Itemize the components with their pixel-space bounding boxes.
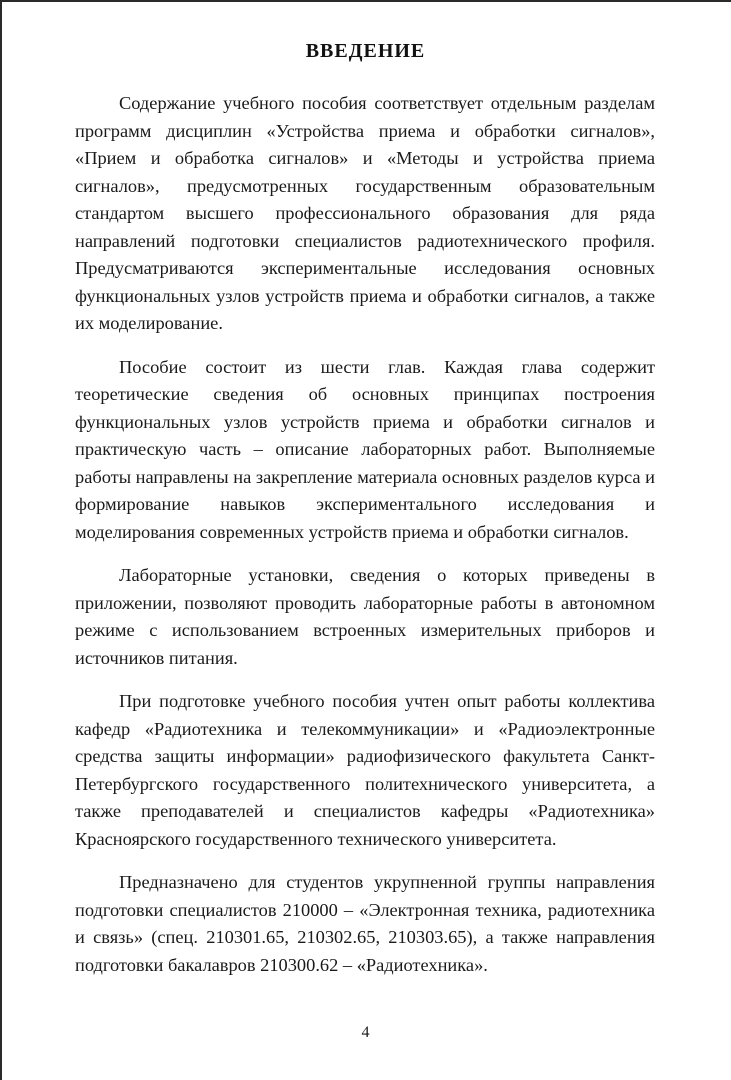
scan-border-left (0, 0, 2, 1080)
paragraph-3: Лабораторные установки, сведения о которых приведены в приложении, позволяют проводить лабораторные работы в автономном режиме с использованием встроенных измерительных приборов и источников питания. (75, 565, 655, 668)
paragraph-1: Содержание учебного пособия соответствует отдельным разделам программ дисциплин «Устройства приема и обработки сигналов», «Прием и обработка сигналов» и «Методы и устройства приема сигналов», предусмотренных государственным образовательным стандартом высшего профессионального образования для ряда направлений подготовки специалистов радиотехнического профиля. Предусматриваются экспериментальные исследования основных функциональных узлов устройств приема и обработки сигналов, а также их моделирование. (75, 93, 655, 333)
page-number: 4 (361, 1024, 370, 1041)
paragraph-4: При подготовке учебного пособия учтен опыт работы коллектива кафедр «Радиотехника и телекоммуникации» и «Радиоэлектронные средства защиты информации» радиофизического факультета Санкт-Петербургского государственного политехнического университета, а также преподавателей и специалистов кафедры «Радиотехника» Красноярского государственного технического университета. (75, 691, 655, 849)
paragraph-2: Пособие состоит из шести глав. Каждая глава содержит теоретические сведения об основных принципах построения функциональных узлов устройств приема и обработки сигналов и практическую часть – описание лабораторных работ. Выполняемые работы направлены на закрепление материала основных разделов курса и формирование навыков экспериментального исследования и моделирования современных устройств приема и обработки сигналов. (75, 356, 655, 542)
paragraph-5: Предназначено для студентов укрупненной группы направления подготовки специалистов 210000 – «Электронная техника, радиотехника и связь» (спец. 210301.65, 210302.65, 210303.65), а также направления подготовки бакалавров 210300.62 – «Радиотехника». (75, 872, 655, 975)
scan-border-top (0, 0, 731, 2)
body-text (75, 90, 655, 995)
page-title: ВВЕДЕНИЕ (305, 40, 426, 62)
